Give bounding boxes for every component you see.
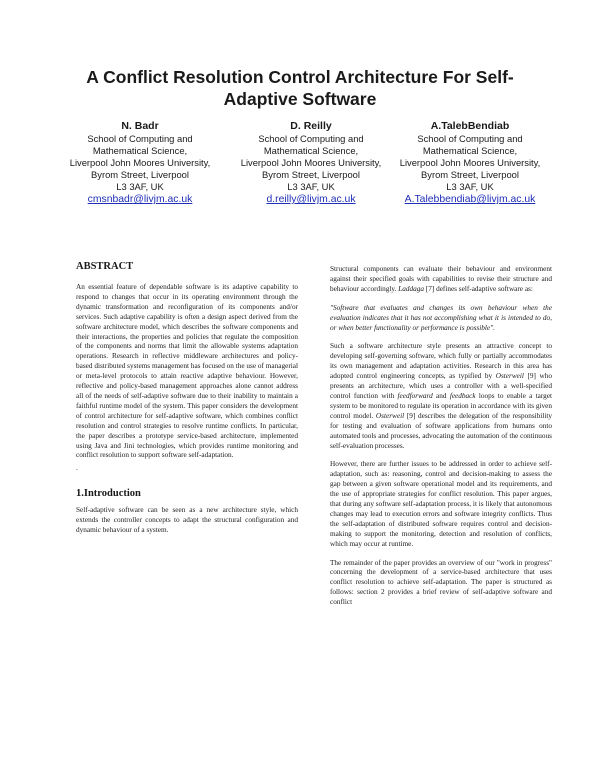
author-block [50,120,230,207]
author-email-link[interactable]: cmsnbadr@livjm.ac.uk [87,194,193,205]
abstract-heading: ABSTRACT [76,261,134,272]
affiliation-line: Byrom Street, Liverpool [421,169,519,180]
affiliation-line: Byrom Street, Liverpool [91,169,189,180]
text-run: [9] who presents an architecture, which uses a controller with a well-specified control function with [330,372,552,400]
citation-author: Osterweil [495,372,524,381]
intro-heading: 1.Introduction [76,488,141,500]
affiliation-line: School of Computing and [417,133,523,144]
left-column [76,261,298,545]
affiliation-line: Liverpool John Moores University, [240,157,382,168]
text-run: [9] describes the delegation of the responsibility for testing and evaluation of software applications from humans onto automated tools and processes, advocating the automation of the continuous self-evaluation processes. [330,411,552,450]
affiliation-line: Mathematical Science, [92,145,188,156]
affiliation-line: School of Computing and [87,133,193,144]
author-name: N. Badr [121,120,159,132]
text-run: loops to enable a target system to be monitored to regulate its operation in accordance with its given control model. [330,391,552,420]
abstract-paragraph: An essential feature of dependable software is its adaptive capability to respond to changes that occur in its operating environment through the dynamic transformation and reconfiguration of its components and/or services. Such adaptive capability is often a design aspect derived from the software architecture model, which describes the software components and their interactions, the properties and policies that regulate the composition of the components and norms that limit the allowable systems adaptation operations. Research in reflective middleware architectures and policy-based distributed systems management has focused on the use of managerial or meta-level protocols to attain reactive adaptive behaviour. However, reflective and policy-based management approaches alone cannot address all of the needs of self-adaptive software due to their inability to maintain a faithful runtime model of the system. This paper considers the development of control architecture for self-adaptive software, which combines conflict resolution and control strategies to resolve runtime conflicts. In particular, the paper describes a prototype service-based architecture, implemented using Java and Jini technologies, which provides runtime monitoring and conflict resolution to support software self-adaptation. [76,283,298,460]
affiliation-line: L3 3AF, UK [116,181,164,192]
text-run: [7] defines self-adaptive software as: [423,284,533,293]
term: feedback [449,391,476,400]
affiliation-line: L3 3AF, UK [287,181,335,192]
author-name: D. Reilly [290,120,332,132]
body-paragraph [330,342,552,451]
affiliation-line: School of Computing and [258,133,364,144]
abstract-trailing-dot: . [76,464,78,473]
body-paragraph [330,265,552,295]
intro-paragraph: Self-adaptive software can be seen as a new architecture style, which extends the controller concepts to adapt the structural configuration and dynamic behaviour of a system. [76,506,298,535]
text-run: Structural components can evaluate their behaviour and environment against their specified goals with capabilities to revise their structure and behaviour accordingly. [330,265,552,293]
term: feedforward [397,391,433,400]
author-email-link[interactable]: d.reilly@livjm.ac.uk [266,194,356,205]
author-block [380,120,560,207]
right-column [330,265,552,617]
affiliation-line: Byrom Street, Liverpool [262,169,360,180]
body-paragraph: The remainder of the paper provides an overview of our "work in progress" concerning the development of a service-based architecture that uses conflict resolution to achieve self-adaptation. The paper is structured as follows: section 2 provides a brief review of self-adaptive software and conflict [330,558,552,607]
affiliation-line: Mathematical Science, [263,145,359,156]
affiliation-line: L3 3AF, UK [446,181,494,192]
paper-title: A Conflict Resolution Control Architecture For Self-Adaptive Software [86,67,514,109]
citation-author: Osterweil [375,411,405,420]
affiliation-line: Liverpool John Moores University, [399,157,541,168]
author-name: A.TalebBendiab [430,120,510,132]
text-run: Such a software architecture style presents an attractive concept to developing self-governing software, which fully or partially accommodates its own management and adaptation activities. Research in this area has adopted control engineering concepts, as typified by [330,342,552,381]
definition-quote: "Software that evaluates and changes its own behaviour when the evaluation indicates that it has not accomplishing what it is intended to do, or when better functionality or performance is possible". [330,303,552,332]
body-paragraph: However, there are further issues to be addressed in order to achieve self-adaptation, such as: reasoning, control and decision-making to assess the gap between a given software operational model and its requirements, and the use of appropriate strategies for conflict resolution. This paper argues, that during any software self-adaptation process, it is likely that autonomous changes may lead to execution errors and software integrity conflicts. Thus the self-adaptation of distributed software requires control and decision-making to support the monitoring, detection and resolution of conflicts, which may occur at runtime. [330,460,552,548]
author-block [221,120,401,207]
author-email-link[interactable]: A.Talebbendiab@livjm.ac.uk [404,194,536,205]
affiliation-line: Mathematical Science, [422,145,518,156]
text-run: and [432,391,450,400]
citation-author: Laddaga [398,284,424,293]
affiliation-line: Liverpool John Moores University, [69,157,211,168]
